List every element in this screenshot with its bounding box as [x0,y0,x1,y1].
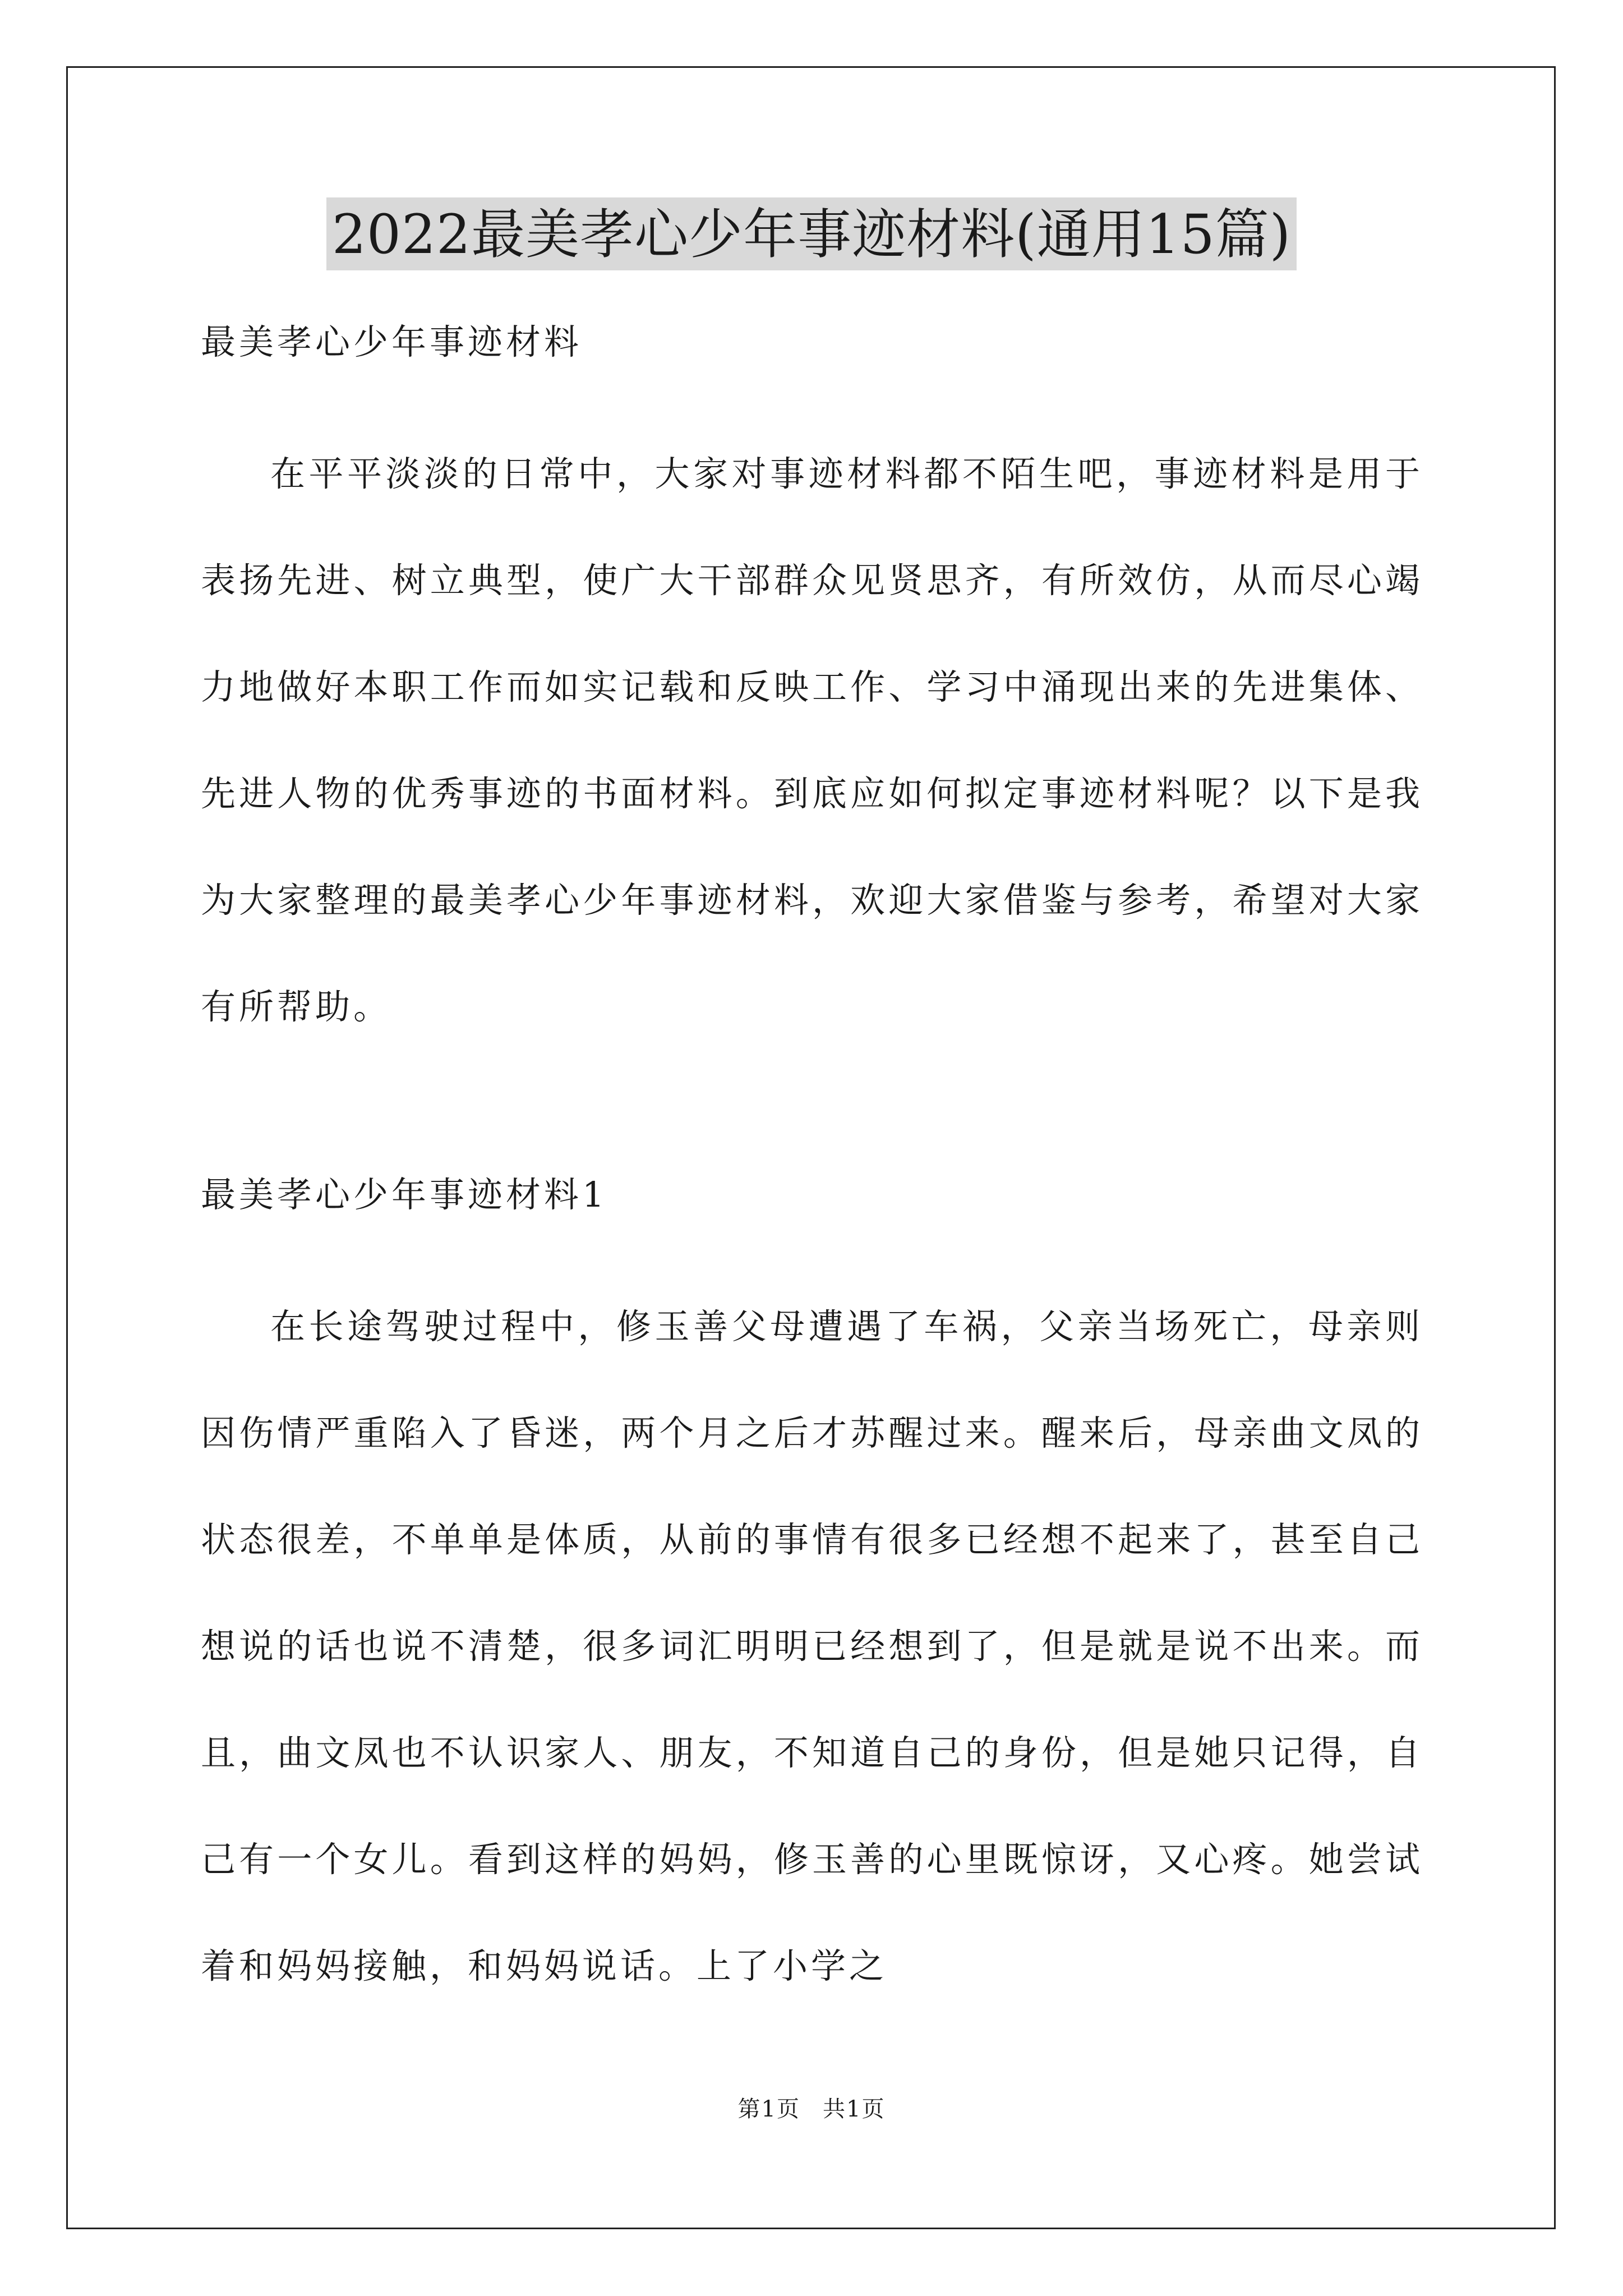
section-heading: 最美孝心少年事迹材料1 [201,1174,608,1215]
section-spacer [201,1060,1423,1167]
section-heading: 最美孝心少年事迹材料 [201,321,583,362]
page-footer [0,2091,1623,2123]
page-number-total: 共1页 [823,2096,886,2122]
section-paragraph: 在长途驾驶过程中，修玉善父母遭遇了车祸，父亲当场死亡，母亲则因伤情严重陷入了昏迷，两个月之后才苏醒过来。醒来后，母亲曲文凤的状态很差，不单单是体质，从前的事情有很多已经想不起来了，甚至自己想说的话也说不清楚，很多词汇明明已经想到了，但是就是说不出来。而且，曲文凤也不认识家人、朋友，不知道自己的身份，但是她只记得，自己有一个女儿。看到这样的妈妈，修玉善的心里既惊讶，又心疼。她尝试着和妈妈接触，和妈妈说话。上了小学之 [201,1306,1423,1986]
document-body [201,314,1423,2019]
section-paragraph: 在平平淡淡的日常中，大家对事迹材料都不陌生吧，事迹材料是用于表扬先进、树立典型，使广大干部群众见贤思齐，有所效仿，从而尽心竭力地做好本职工作而如实记载和反映工作、学习中涌现出来的先进集体、先进人物的优秀事迹的书面材料。到底应如何拟定事迹材料呢？以下是我为大家整理的最美孝心少年事迹材料，欢迎大家借鉴与参考，希望对大家有所帮助。 [201,453,1423,1027]
page-number-current: 第1页 [737,2096,800,2122]
document-title-text: 2022最美孝心少年事迹材料(通用15篇) [326,197,1297,270]
document-title [0,197,1623,270]
